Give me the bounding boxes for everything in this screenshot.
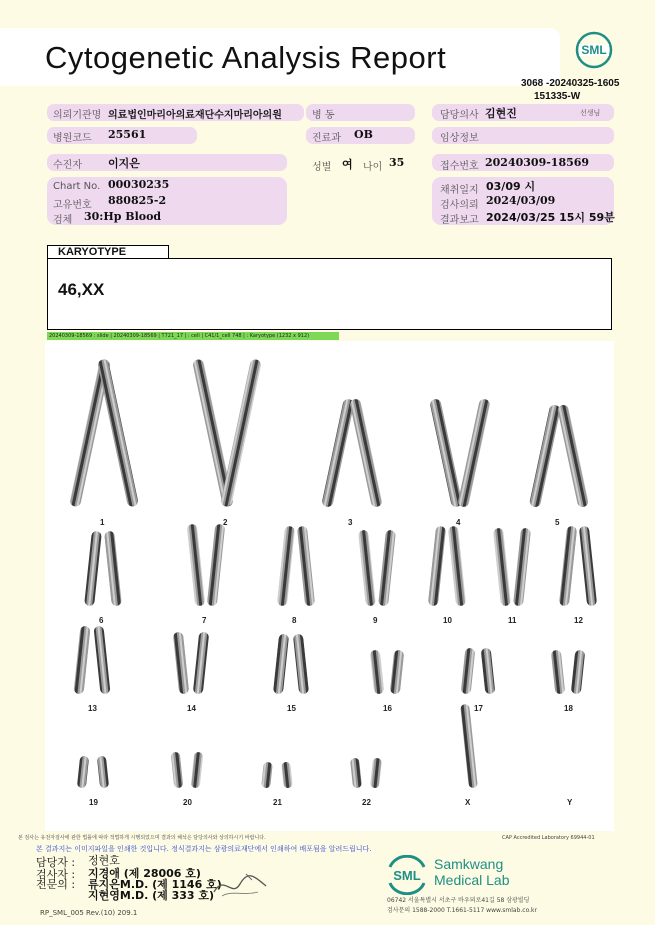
- doctor-label: 담당의사: [440, 110, 479, 121]
- manager-label: 담당자 :: [36, 856, 76, 869]
- lab-name-line1: Samkwang: [434, 856, 504, 872]
- karyotype-tab: KARYOTYPE: [47, 245, 169, 259]
- report-number-line2: 151335-W: [534, 91, 581, 102]
- chromosome-label-15: 15: [287, 704, 296, 713]
- chromosome-label-17: 17: [474, 704, 483, 713]
- institution-label: 의뢰기관명: [53, 110, 102, 121]
- department-label: 진료과: [312, 133, 341, 144]
- clinical-info-label: 임상정보: [440, 133, 479, 144]
- chromosome-label-21: 21: [273, 798, 282, 807]
- hospital-code-value: 25561: [108, 128, 147, 141]
- chromosome-label-12: 12: [574, 616, 583, 625]
- receipt-no-value: 20240309-18569: [485, 156, 590, 169]
- specialist-name-2: 지현영M.D. (제 333 호): [88, 889, 215, 902]
- specimen-value: 30:Hp Blood: [84, 210, 162, 223]
- lab-contact: 검사문의 1588-2000 T.1661-5117 www.smlab.co.kr: [387, 907, 537, 914]
- specialist-label: 전문의 :: [36, 878, 76, 891]
- receipt-no-label: 접수번호: [440, 161, 479, 172]
- collect-date-label: 채취일지: [440, 185, 479, 196]
- signature-icon: [210, 866, 270, 902]
- chromosome-label-Y: Y: [567, 798, 573, 807]
- chromosome-label-14: 14: [187, 704, 196, 713]
- patient-value: 이지은: [108, 157, 140, 170]
- chromosome-label-19: 19: [89, 798, 98, 807]
- sex-label: 성별: [312, 162, 332, 173]
- tester-name: 지경애 (제 28006 호): [88, 867, 201, 880]
- report-date-label: 결과보고: [440, 215, 479, 226]
- karyotype-value: 46,XX: [58, 280, 105, 299]
- report-date-value: 2024/03/25 15시 59분: [486, 211, 615, 224]
- chromosome-label-X: X: [465, 798, 471, 807]
- fine-print: 본 검사는 유전자검사에 관한 법률에 따라 적법하게 시행되었으며 결과의 해석은 담당의사와 상의하시기 바랍니다.: [18, 835, 266, 841]
- chromosome-label-13: 13: [88, 704, 97, 713]
- tester-label: 검사자 :: [36, 868, 76, 881]
- report-number-line1: 3068 -20240325-1605: [521, 78, 620, 89]
- unique-no-value: 880825-2: [108, 194, 167, 207]
- chromosome-label-2: 2: [223, 518, 228, 527]
- report-title: Cytogenetic Analysis Report: [45, 40, 447, 75]
- collect-date-value: 03/09 시: [486, 180, 536, 193]
- request-date-value: 2024/03/09: [486, 194, 556, 207]
- unique-no-label: 고유번호: [53, 200, 92, 211]
- chromosome-label-1: 1: [100, 518, 105, 527]
- svg-text:SML: SML: [393, 868, 421, 883]
- cap-accreditation: CAP Accredited Laboratory 69944-01: [502, 835, 595, 841]
- chromosome-label-8: 8: [292, 616, 297, 625]
- chromosome-label-5: 5: [555, 518, 560, 527]
- svg-text:SML: SML: [581, 43, 607, 57]
- chromosome-label-6: 6: [99, 616, 104, 625]
- chromosome-label-22: 22: [362, 798, 371, 807]
- chromosome-label-10: 10: [443, 616, 452, 625]
- ward-label: 병 동: [312, 110, 335, 121]
- chart-no-value: 00030235: [108, 178, 170, 191]
- chromosome-label-18: 18: [564, 704, 573, 713]
- doctor-value: 김현진: [485, 107, 517, 120]
- department-value: OB: [354, 128, 373, 141]
- sex-value: 여: [342, 158, 353, 171]
- chromosome-label-16: 16: [383, 704, 392, 713]
- chromosome-label-11: 11: [508, 616, 517, 625]
- chromosome-label-20: 20: [183, 798, 192, 807]
- chromosome-label-4: 4: [456, 518, 461, 527]
- notice-text: 본 결과지는 이미지파일을 인쇄한 것입니다. 정식결과지는 삼광의료재단에서 인쇄하여 배포됨을 알려드립니다.: [36, 845, 372, 853]
- chromosome-label-7: 7: [202, 616, 207, 625]
- specimen-label: 검체: [53, 215, 73, 226]
- age-label: 나이: [363, 162, 383, 173]
- chromosome-label-3: 3: [348, 518, 353, 527]
- patient-label: 수진자: [53, 160, 82, 171]
- manager-name: 정현호: [88, 854, 120, 867]
- institution-value: 의료법인마리아의료재단수지마리아의원: [108, 110, 282, 121]
- doctor-suffix: 선생님: [580, 109, 601, 117]
- request-date-label: 검사의뢰: [440, 200, 479, 211]
- chromosome-label-9: 9: [373, 616, 378, 625]
- hospital-code-label: 병원코드: [53, 133, 92, 144]
- lab-address: 06742 서울특별시 서초구 바우뫼로41길 58 삼광빌딩: [387, 897, 530, 904]
- specialist-name-1: 류지은M.D. (제 1146 호): [88, 878, 222, 891]
- lab-name-line2: Medical Lab: [434, 872, 510, 888]
- chart-no-label: Chart No.: [53, 181, 101, 192]
- age-value: 35: [389, 156, 405, 169]
- samkwang-logo-icon: [384, 855, 430, 895]
- form-code: RP_SML_005 Rev.(10) 209.1: [40, 909, 138, 917]
- image-caption-bar: 20240309-18569 : slide | 20240309-18569 | T721_17 | : cell | C41/1_cell 748 | : Karyotype (1232 x 912): [47, 332, 339, 340]
